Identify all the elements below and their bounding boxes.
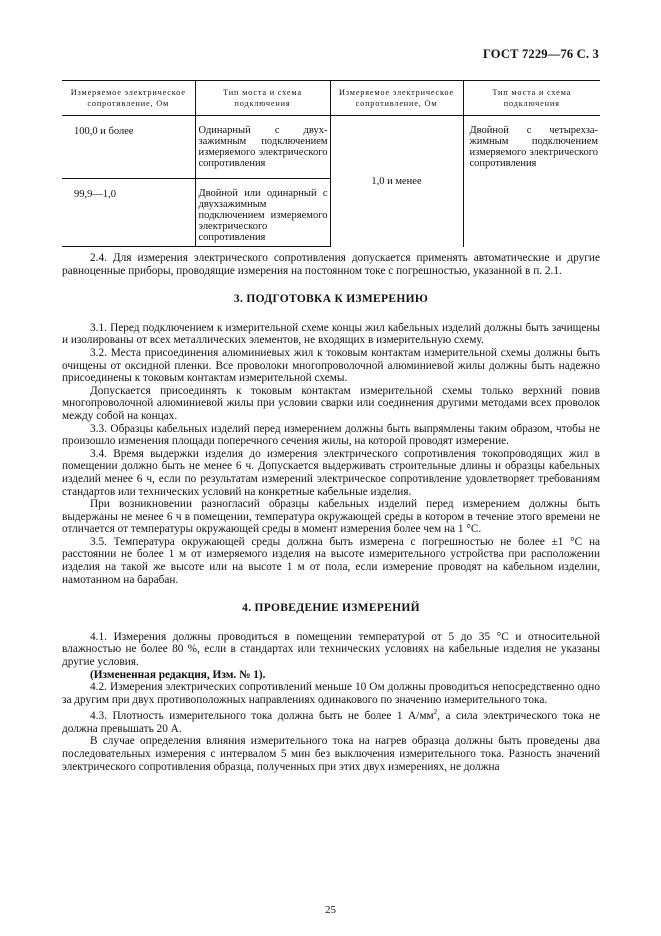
paragraph-4-3-continued: В случае определения влияния измерительного тока на нагрев образца должны быть проведены два последовательных измерения с интервалом 5 мин без выключения измерительного тока. Разность значений электрического сопротивления образца, полученных при этих двух измерениях, не должна (62, 735, 600, 773)
paragraph-4-3 (62, 706, 600, 735)
paragraph-4-3-text-end: , а сила электрического тока не должна превышать 20 А. (62, 710, 600, 735)
page-number: 25 (325, 904, 336, 916)
paragraph-4-3-text: 4.3. Плотность измерительного тока должна быть не более 1 А/мм (90, 710, 434, 723)
row1-bridge-type: Одинарный с двух-зажимным подключением измеряемого электрического сопротивления (195, 116, 330, 179)
paragraph-3-1: 3.1. Перед подключением к измерительной схеме концы жил кабельных изделий должны быть зачищены и изолированы от всех металлических элементов, не входящих в измерительную схему. (62, 321, 600, 347)
paragraph-3-5: 3.5. Температура окружающей среды должна быть измерена с погрешностью не более ±1 °С на расстоянии не более 1 м от измеряемого изделия на высоте измерительного устройства при расположении изделия на такой же высоте или на высоте 1 м от пола, если измерение проводят на кабельном изделии, намотанном на барабан. (62, 535, 600, 586)
section-3-title: 3. ПОДГОТОВКА К ИЗМЕРЕНИЮ (233, 293, 429, 306)
paragraph-3-3: 3.3. Образцы кабельных изделий перед измерением должны быть выпрямлены таким образом, чтобы не произошло изменения площади поперечного сечения жилы, на которой проводят измерение. (62, 422, 600, 448)
paragraph-3-2-continued: Допускается присоединять к токовым контактам измерительной схемы только верхний повив многопроволочной алюминиевой жилы при условии сварки или соединения другими методами всех проволок между собой на концах. (62, 384, 600, 422)
right-bridge-type: Двойной с четырехза-жимным подключением измеряемого электрического сопротивления (463, 116, 600, 247)
row1-resistance: 100,0 и более (74, 126, 134, 137)
amendment-note: (Измененная редакция, Изм. № 1). (90, 668, 266, 681)
col-header-bridge-type-2: Тип моста и схема подключения (463, 81, 600, 116)
row2-bridge-type: Двойной или одинарный с двухзажимным подключением измеряемого электрического сопротивления (195, 179, 330, 247)
col-header-bridge-type-1: Тип моста и схема подключения (195, 81, 330, 116)
col-header-resistance-2: Измеряемое электрическое сопротивление, Ом (330, 81, 463, 116)
paragraph-4-2: 4.2. Измерения электрических сопротивлений меньше 10 Ом должны проводиться непосредственно одно за другим при двух противоположных направлениях одинакового по значению измерительного тока. (62, 681, 600, 706)
document-body (62, 252, 600, 773)
section-4-title: 4. ПРОВЕДЕНИЕ ИЗМЕРЕНИЙ (242, 602, 420, 615)
paragraph-3-4: 3.4. Время выдержки изделия до измерения электрического сопротивления токопроводящих жил в помещении должно быть не менее 6 ч. Допускается выдерживать строительные длины и образцы кабельных изделий менее 6 ч, если по результатам измерений электрическое сопротивление удовлетворяет требованиям стандартов или технических условий на конкретные кабельные изделия. (62, 447, 600, 498)
right-resistance: 1,0 и менее (330, 116, 463, 247)
paragraph-3-4-continued: При возникновении разногласий образцы кабельных изделий перед измерением должны быть выдержаны не менее 6 ч в помещении, температура окружающей среды в котором в течение этого времени не отличается от температуры окружающей среды в момент измерения более чем на 1 °С. (62, 498, 600, 536)
bridge-type-table (62, 80, 600, 247)
col-header-resistance-1: Измеряемое электрическое сопротивление, Ом (62, 81, 195, 116)
paragraph-2-4: 2.4. Для измерения электрического сопротивления допускается применять автоматические и другие равноценные приборы, проводящие измерения на постоянном токе с погрешностью, указанной в п. 2.1. (62, 252, 600, 277)
row2-resistance: 99,9—1,0 (62, 179, 195, 247)
paragraph-4-1: 4.1. Измерения должны проводиться в помещении температурой от 5 до 35 °С и относительной влажностью не более 80 %, если в стандартах или технических условиях на кабельные изделия не указаны другие условия. (62, 630, 600, 669)
superscript-2: 2 (433, 708, 438, 717)
paragraph-3-2: 3.2. Места присоединения алюминиевых жил к токовым контактам измерительной схемы должны быть очищены от оксидной пленки. Все проволоки многопроволочной алюминиевой жилы должны быть надежно присоединены к токовым контактам измерительной схемы. (62, 346, 600, 385)
page-header: ГОСТ 7229—76 С. 3 (482, 47, 599, 61)
